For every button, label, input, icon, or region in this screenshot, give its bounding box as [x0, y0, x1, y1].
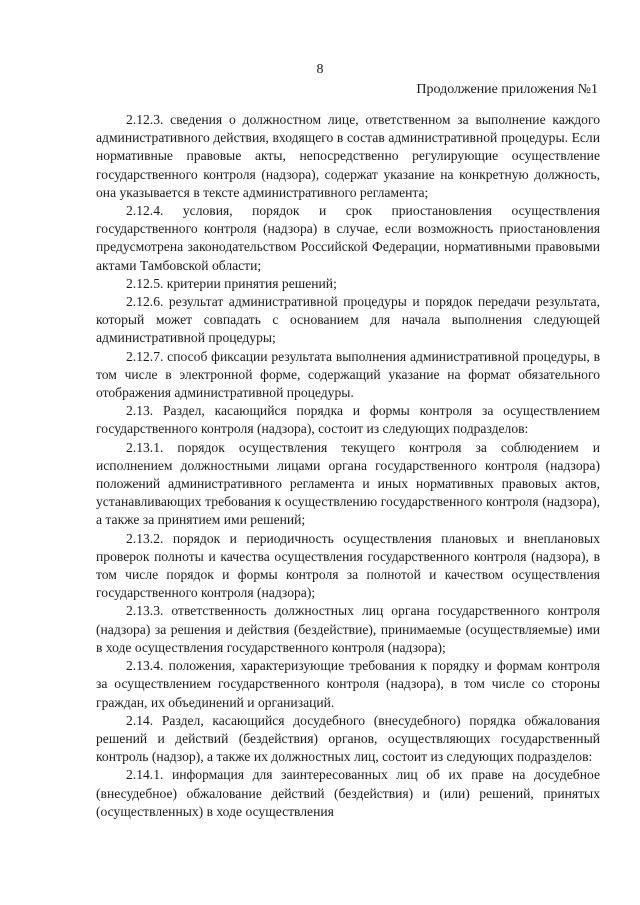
paragraph-2-14-1: 2.14.1. информация для заинтересованных лиц об их праве на досудебное (внесудебное) обжалование действий (бездействия) и (или) решений, принятых (осуществленных) в ходе осуществления [96, 767, 600, 819]
appendix-continuation-note: Продолжение приложения №1 [416, 82, 598, 97]
paragraph-2-12-4: 2.12.4. условия, порядок и срок приостановления осуществления государственного контроля (надзора) в случае, если возможность приостановления предусмотрена законодательством Российской Федерации, нормативными правовыми актами Тамбовской области; [96, 203, 600, 273]
paragraph-2-13: 2.13. Раздел, касающийся порядка и формы контроля за осуществлением государственного контроля (надзора), состоит из следующих подразделов: [96, 403, 600, 437]
paragraph-2-12-5: 2.12.5. критерии принятия решений; [126, 275, 337, 291]
page-number: 8 [316, 62, 324, 77]
paragraph-2-13-1: 2.13.1. порядок осуществления текущего контроля за соблюдением и исполнением должностными лицами органа государственного контроля (надзора) положений административного регламента и иных нормативных правовых актов, устанавливающих требования к осуществлению государственного контроля (надзора), а также за принятием ими решений; [96, 439, 600, 528]
paragraph-2-13-3: 2.13.3. ответственность должностных лиц органа государственного контроля (надзора) за решения и действия (бездействие), принимаемые (осуществляемые) ими в ходе осуществления государственного контроля (надзора); [96, 603, 600, 655]
paragraph-2-12-7: 2.12.7. способ фиксации результата выполнения административной процедуры, в том числе в электронной форме, содержащий указание на формат обязательного отображения административной процедуры. [96, 348, 600, 401]
paragraph-2-13-4: 2.13.4. положения, характеризующие требования к порядку и формам контроля за осуществлением государственного контроля (надзора), в том числе со стороны граждан, их объединений и организаций. [96, 658, 600, 710]
paragraph-2-14: 2.14. Раздел, касающийся досудебного (внесудебного) порядка обжалования решений и действий (бездействия) органов, осуществляющих государственный контроль (надзор), а также их должностных лиц, состоит из следующих подразделов: [96, 712, 600, 765]
paragraph-2-12-3: 2.12.3. сведения о должностном лице, ответственном за выполнение каждого административного действия, входящего в состав административной процедуры. Если нормативные правовые акты, непосредственно регулирующие осуществление государственного контроля (надзора), содержат указание на конкретную должность, она указывается в тексте административного регламента; [96, 112, 600, 200]
paragraph-2-13-2: 2.13.2. порядок и периодичность осуществления плановых и внеплановых проверок полноты и качества осуществления государственного контроля (надзора), в том числе порядок и формы контроля за полнотой и качеством осуществления государственного контроля (надзора); [96, 530, 600, 601]
document-body [96, 111, 600, 821]
paragraph-2-12-6: 2.12.6. результат административной процедуры и порядок передачи результата, который может совпадать с основанием для начала выполнения следующей административной процедуры; [96, 294, 600, 346]
